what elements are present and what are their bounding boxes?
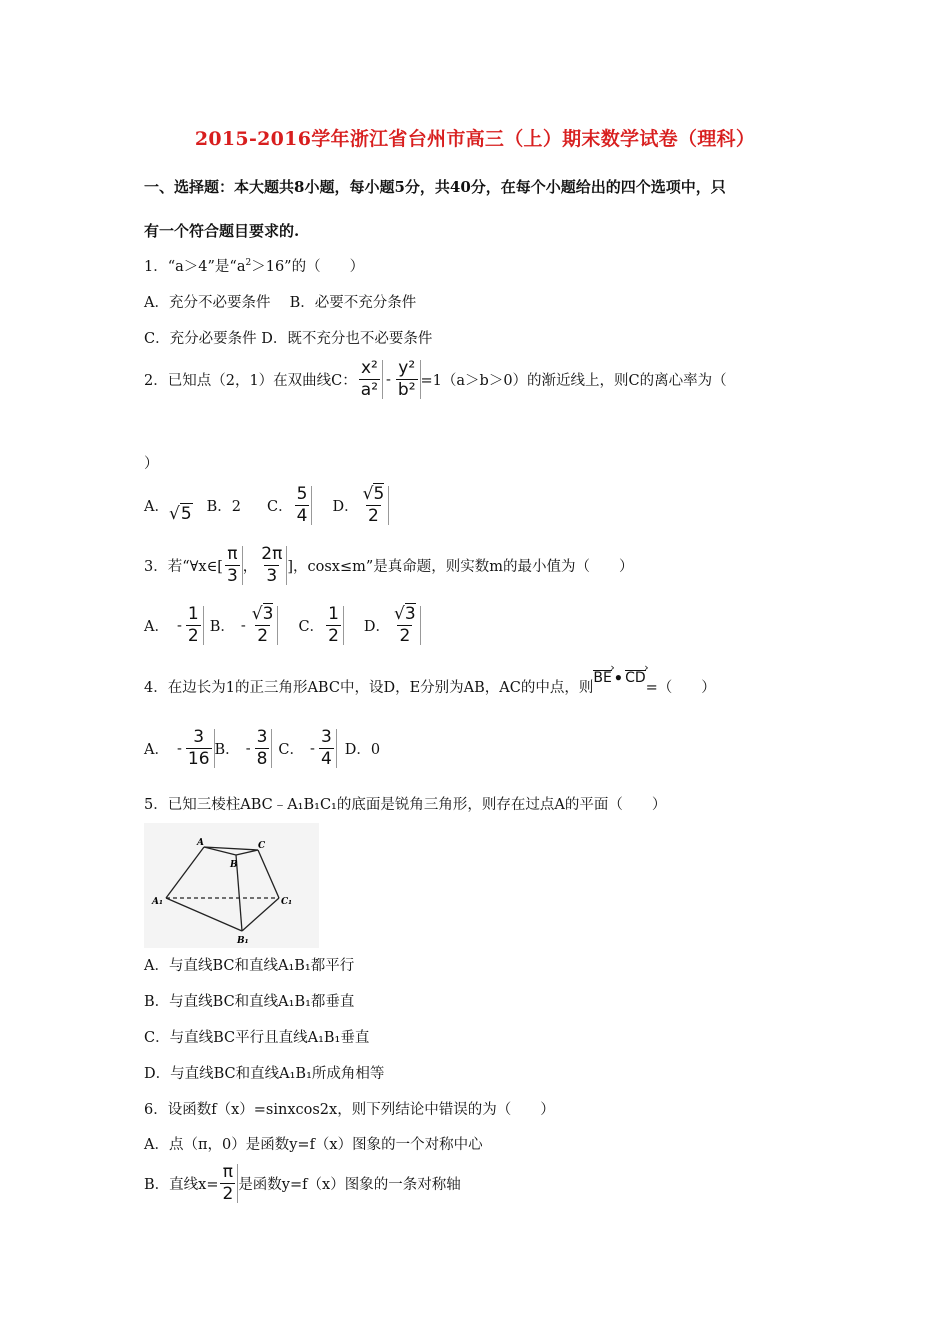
fraction-3-4 xyxy=(317,729,337,768)
question-5-option-d: D．与直线BC和直线A₁B₁所成角相等 xyxy=(144,1066,385,1082)
label-b: B xyxy=(230,860,238,870)
option-b: B．2 xyxy=(206,499,242,515)
q4-stem-post: =（ ） xyxy=(645,680,716,696)
option-d-label: D． xyxy=(332,499,359,515)
denominator: 4 xyxy=(296,506,308,526)
section-heading-line1: 一、选择题：本大题共8小题，每小题5分，共40分，在每个小题给出的四个选项中，只 xyxy=(144,178,726,196)
q1-stem-part: ＞16”的（ ） xyxy=(251,259,365,275)
fraction-sqrt3-2 xyxy=(248,606,279,645)
option-a-label: A． xyxy=(144,619,169,635)
denominator: 2 xyxy=(328,626,339,646)
comma: ， xyxy=(242,559,258,575)
option-c-label: C． xyxy=(267,499,293,515)
label-b1: B₁ xyxy=(237,936,249,946)
option-d-label: D． xyxy=(363,619,391,635)
numerator: 2π xyxy=(261,544,283,564)
denominator: 16 xyxy=(187,749,210,769)
denominator: 3 xyxy=(226,566,238,586)
radicand: 5 xyxy=(180,504,192,524)
numerator: 5 xyxy=(296,484,308,504)
edge-aa1 xyxy=(166,847,204,898)
radicand: 3 xyxy=(404,604,416,624)
denominator: 2 xyxy=(187,626,199,646)
minus-sign: - xyxy=(240,617,246,634)
edge-b1c1 xyxy=(242,898,279,931)
label-c: C xyxy=(258,841,266,851)
numerator: 3 xyxy=(193,727,205,747)
prism-diagram xyxy=(144,823,319,948)
question-3-stem xyxy=(144,546,634,585)
fraction-2pi-3 xyxy=(257,546,287,585)
fraction-x2-a2 xyxy=(357,360,383,399)
question-2-close-paren: ） xyxy=(144,456,159,472)
question-5-option-b: B．与直线BC和直线A₁B₁都垂直 xyxy=(144,994,355,1010)
question-3-options xyxy=(144,606,421,645)
question-5-option-a: A．与直线BC和直线A₁B₁都平行 xyxy=(144,958,355,974)
question-1-options-ab: A．充分不必要条件 B．必要不充分条件 xyxy=(144,295,417,311)
numerator: √3 xyxy=(394,604,416,624)
q2-stem-post: =1（a＞b＞0）的渐近线上，则C的离心率为（ xyxy=(420,373,727,389)
option-b-label: B． xyxy=(214,742,240,758)
minus-sign: - xyxy=(245,740,251,757)
vector-be: BE › xyxy=(593,670,611,686)
option-d: D．0 xyxy=(344,742,381,758)
label-c1: C₁ xyxy=(281,897,293,907)
fraction-pi-2 xyxy=(218,1164,238,1203)
minus-sign: - xyxy=(386,371,391,388)
denominator: 2 xyxy=(399,626,411,646)
numerator: 1 xyxy=(187,604,199,624)
minus-sign: - xyxy=(176,740,182,757)
question-2-options xyxy=(144,486,389,525)
option-c-label: C． xyxy=(298,619,325,635)
minus-sign: - xyxy=(176,617,182,634)
fraction-1-2 xyxy=(324,606,344,645)
dot-product-sign: • xyxy=(613,670,624,687)
q6-option-b-pre: B．直线x= xyxy=(144,1177,219,1193)
q3-stem-pre: 3．若“∀x∈[ xyxy=(144,559,223,575)
denominator: 4 xyxy=(320,749,332,769)
vector-cd: CD › xyxy=(625,670,646,686)
edge-bc xyxy=(236,850,258,855)
fraction-5-4 xyxy=(293,486,313,525)
fraction-y2-b2 xyxy=(394,360,421,399)
q6-option-b-post: 是函数y=f（x）图象的一条对称轴 xyxy=(238,1177,461,1193)
minus-sign: - xyxy=(310,740,315,757)
section-heading-line2: 有一个符合题目要求的. xyxy=(144,222,300,240)
option-a-label: A． xyxy=(144,499,169,515)
label-a1: A₁ xyxy=(152,897,163,907)
q3-stem-post: ]，cosx≤m”是真命题，则实数m的最小值为（ ） xyxy=(287,559,634,575)
question-4-options xyxy=(144,729,380,768)
question-1-stem xyxy=(144,255,364,276)
radicand: 3 xyxy=(262,604,274,624)
denominator: a² xyxy=(360,380,379,400)
question-6-stem: 6．设函数f（x）=sinxcos2x，则下列结论中错误的为（ ） xyxy=(144,1102,555,1118)
fraction-sqrt5-2 xyxy=(359,486,390,525)
q1-superscript: 2 xyxy=(245,258,252,269)
question-5-option-c: C．与直线BC平行且直线A₁B₁垂直 xyxy=(144,1030,370,1046)
prism-figure xyxy=(144,823,319,948)
fraction-3-16 xyxy=(184,729,215,768)
numerator: x² xyxy=(360,358,378,378)
denominator: b² xyxy=(397,380,416,400)
edge-a1b1 xyxy=(166,898,242,931)
question-2-stem xyxy=(144,360,727,399)
numerator: √3 xyxy=(251,604,274,624)
sqrt-5: √5 xyxy=(168,504,192,524)
label-a: A xyxy=(197,838,204,848)
q2-stem-pre: 2．已知点（2，1）在双曲线C： xyxy=(144,373,357,389)
denominator: 3 xyxy=(266,566,278,586)
numerator: 3 xyxy=(320,727,332,747)
numerator: π xyxy=(227,544,238,564)
denominator: 2 xyxy=(368,506,379,526)
numerator: √5 xyxy=(362,484,385,504)
option-a-label: A． xyxy=(144,742,169,758)
numerator: y² xyxy=(398,358,416,378)
question-1-options-cd: C．充分必要条件 D．既不充分也不必要条件 xyxy=(144,331,433,347)
fraction-1-2 xyxy=(184,606,204,645)
question-5-stem: 5．已知三棱柱ABC﹣A₁B₁C₁的底面是锐角三角形，则存在过点A的平面（ ） xyxy=(144,797,667,813)
fraction-pi-3 xyxy=(223,546,243,585)
question-4-stem xyxy=(144,670,716,699)
numerator: π xyxy=(222,1162,234,1182)
denominator: 2 xyxy=(222,1184,234,1204)
fraction-sqrt3-2 xyxy=(390,606,421,645)
denominator: 2 xyxy=(257,626,269,646)
fraction-3-8 xyxy=(253,729,273,768)
option-c-label: C． xyxy=(278,742,305,758)
question-6-option-b xyxy=(144,1164,461,1203)
q4-stem: 4．在边长为1的正三角形ABC中，设D，E分别为AB，AC的中点，则 xyxy=(144,680,594,696)
q1-stem-part: 1．“a＞4”是“a xyxy=(144,259,246,275)
numerator: 3 xyxy=(256,727,268,747)
option-b-label: B． xyxy=(209,619,235,635)
numerator: 1 xyxy=(328,604,339,624)
question-6-option-a: A．点（π，0）是函数y=f（x）图象的一个对称中心 xyxy=(144,1137,483,1153)
denominator: 8 xyxy=(256,749,268,769)
page-title: 2015-2016学年浙江省台州市高三（上）期末数学试卷（理科） xyxy=(194,128,756,150)
edge-cc1 xyxy=(258,850,279,898)
radicand: 5 xyxy=(373,484,385,504)
